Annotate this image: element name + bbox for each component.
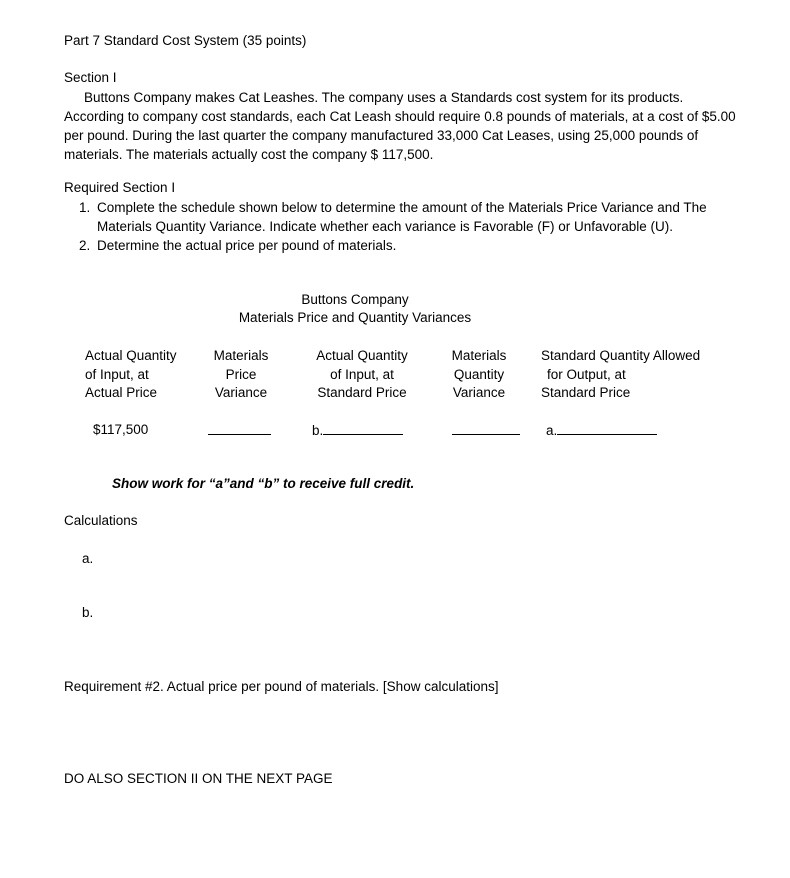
requirements-list — [79, 198, 739, 255]
calculation-a-label: a. — [82, 551, 94, 566]
column-header-line: Actual Quantity — [85, 348, 177, 363]
section-heading: Section I — [64, 70, 117, 85]
actual-cost-value: $117,500 — [93, 422, 149, 437]
requirement-number: 1. — [79, 200, 91, 215]
answer-a-field[interactable] — [546, 422, 657, 438]
column-header-line: Quantity — [453, 366, 505, 382]
column-header-standard-allowed — [541, 347, 700, 403]
column-header-line: Materials — [451, 348, 507, 363]
problem-statement: Buttons Company makes Cat Leashes. The company uses a Standards cost system for its products. According to company cost standards, each Cat Leash should require 0.8 pounds of materials, at a cost of $5.00 per pound. During the last quarter the company manufactured 33,000 Cat Leases, using 25,000 pounds of materials. The materials actually cost the company $ 117,500. — [64, 90, 736, 162]
column-header-line: Variance — [214, 385, 268, 400]
answer-b-label: b. — [312, 423, 324, 438]
page-title: Part 7 Standard Cost System (35 points) — [64, 33, 307, 48]
column-header-line: of Input, at — [85, 366, 149, 382]
column-header-line: Price — [225, 366, 257, 382]
requirement-text: Complete the schedule shown below to determine the amount of the Materials Price Variance and The Materials Quantity Variance. Indicate whether each variance is Favorable (F) or Unfavorable (U). — [97, 200, 707, 234]
column-header-line: Variance — [452, 385, 506, 400]
column-header-line: Standard Price — [317, 385, 407, 400]
column-header-line: Actual Price — [85, 385, 158, 400]
next-page-note: DO ALSO SECTION II ON THE NEXT PAGE — [64, 771, 333, 786]
required-heading: Required Section I — [64, 180, 176, 195]
answer-b-field[interactable] — [312, 422, 403, 438]
calculations-heading: Calculations — [64, 513, 138, 528]
column-header-line: for Output, at — [547, 366, 626, 382]
schedule-company: Buttons Company — [301, 292, 409, 307]
requirement-item — [79, 198, 739, 236]
answer-a-label: a. — [546, 423, 558, 438]
column-header-line: Standard Quantity Allowed — [541, 348, 701, 363]
price-variance-blank[interactable] — [208, 422, 271, 438]
requirement-number: 2. — [79, 238, 91, 253]
column-header-line: Actual Quantity — [316, 348, 408, 363]
quantity-variance-blank[interactable] — [452, 422, 520, 438]
column-header-quantity-variance — [440, 347, 518, 403]
calculation-b-label: b. — [82, 605, 94, 620]
column-header-price-variance — [203, 347, 279, 403]
schedule-subtitle: Materials Price and Quantity Variances — [238, 310, 472, 325]
requirement-text: Determine the actual price per pound of materials. — [97, 238, 397, 253]
column-header-line: of Input, at — [330, 366, 394, 382]
show-work-note: Show work for “a”and “b” to receive full credit. — [112, 476, 415, 491]
requirement-2-prompt: Requirement #2. Actual price per pound of materials. [Show calculations] — [64, 679, 499, 694]
column-header-line: Standard Price — [541, 385, 631, 400]
requirement-item — [79, 236, 739, 255]
column-header-line: Materials — [213, 348, 269, 363]
column-header-actual-at-standard — [302, 347, 422, 403]
column-header-actual-at-actual — [85, 347, 177, 403]
